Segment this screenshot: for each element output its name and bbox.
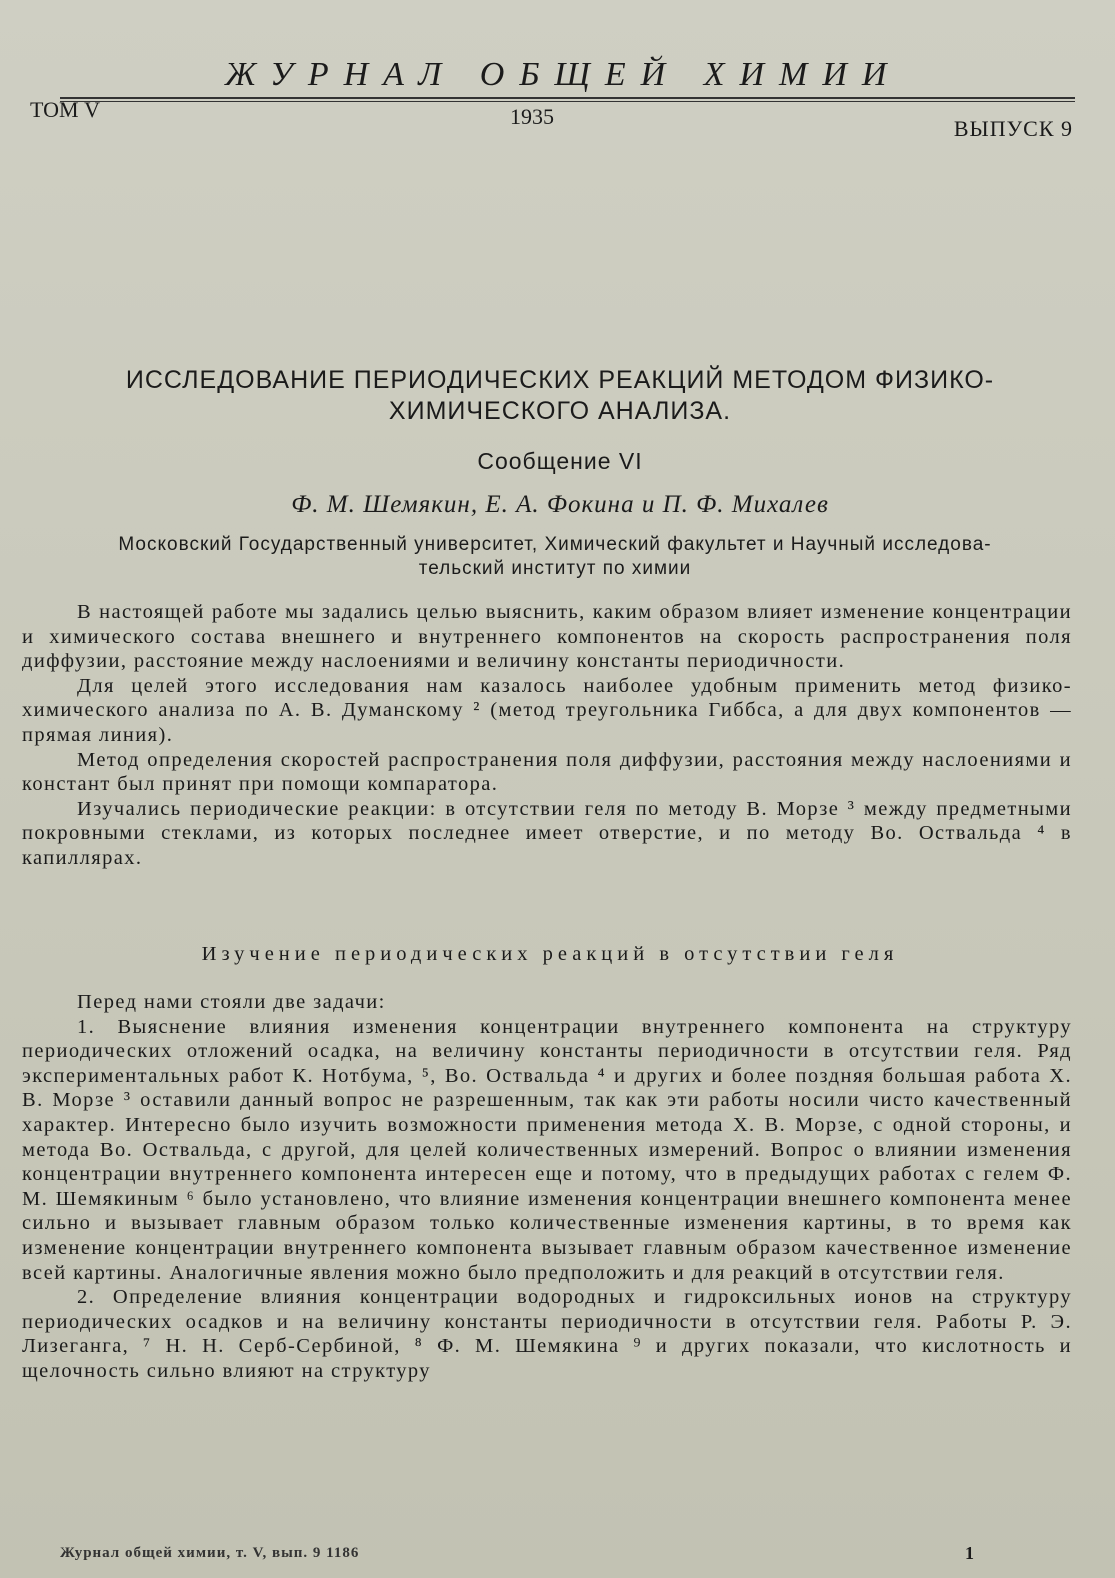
message-number: Сообщение VI	[477, 448, 643, 474]
article-title	[60, 365, 1060, 427]
journal-title: ЖУРНАЛ ОБЩЕЙ ХИМИИ	[225, 56, 902, 93]
affiliation-line-2: тельский институт по химии	[418, 558, 692, 579]
volume-label: ТОМ V	[30, 97, 100, 122]
title-line-2: ХИМИЧЕСКОГО АНАЛИЗА.	[388, 397, 732, 425]
affiliation	[20, 533, 1090, 581]
title-line-1: ИССЛЕДОВАНИЕ ПЕРИОДИЧЕСКИХ РЕАКЦИЙ МЕТОДОМ ФИЗИКО-	[125, 366, 995, 394]
header-rule-thin	[60, 101, 1075, 102]
paragraph: 2. Определение влияния концентрации водородных и гидроксильных ионов на структуру периодических осадков и на величину константы периодичности в отсутствии геля. Работы Р. Э. Лизеганга, ⁷ Н. Н. Серб-Сербиной, ⁸ Ф. М. Шемякина ⁹ и других показали, что кислотность и щелочность сильно влияют на структуру	[22, 1286, 1072, 1382]
paragraph: Для целей этого исследования нам казалось наиболее удобным применить метод физико-химического анализа по А. В. Думанскому ² (метод треугольника Гиббса, а для двух компонентов — прямая линия).	[22, 674, 1072, 746]
page-number: 1	[965, 1543, 974, 1563]
paragraph: Изучались периодические реакции: в отсутствии геля по методу В. Морзе ³ между предметными покровными стеклами, из которых последнее имеет отверстие, и по методу Во. Оствальда ⁴ в капиллярах.	[22, 797, 1072, 869]
paragraph: Метод определения скоростей распространения поля диффузии, расстояния между наслоениями и констант был принят при помощи компаратора.	[22, 748, 1072, 796]
footer-citation: Журнал общей химии, т. V, вып. 9 1186	[60, 1545, 360, 1561]
section-text	[22, 990, 1072, 1384]
paragraph: Перед нами стояли две задачи:	[77, 991, 386, 1013]
paragraph: В настоящей работе мы задались целью выяснить, каким образом влияет изменение концентрации и химического состава внешнего и внутреннего компонентов на скорость распространения поля диффузии, расстояние между наслоениями и величину константы периодичности.	[22, 601, 1072, 673]
year-label: 1935	[510, 104, 554, 129]
intro-text	[22, 600, 1072, 871]
issue-label: ВЫПУСК 9	[953, 116, 1073, 141]
affiliation-line-1: Московский Государственный университет, Химический факультет и Научный исследова-	[118, 534, 992, 555]
authors: Ф. М. Шемякин, Е. А. Фокина и П. Ф. Михалев	[291, 491, 829, 518]
header-rule	[60, 97, 1075, 99]
section-heading: Изучение периодических реакций в отсутствии геля	[201, 943, 899, 965]
paragraph: 1. Выяснение влияния изменения концентрации внутреннего компонента на структуру периодических отложений осадка, на величину константы периодичности в отсутствии геля. Ряд экспериментальных работ К. Нотбума, ⁵, Во. Оствальда ⁴ и других и более поздняя большая работа Х. В. Морзе ³ оставили данный вопрос не разрешенным, так как эти работы носили чисто качественный характер. Интересно было изучить возможности применения метода Х. В. Морзе, с одной стороны, и метода Во. Оствальда, с другой, для целей количественных измерений. Вопрос о влиянии изменения концентрации внутреннего компонента интересен еще и потому, что в предыдущих работах с гелем Ф. М. Шемякиным ⁶ было установлено, что влияние изменения концентрации внешнего компонента менее сильно и вызывает главным образом только количественные изменения картины, в то время как изменение концентрации внутреннего компонента вызывает главным образом качественное изменение всей картины. Аналогичные явления можно было предположить и для реакций в отсутствии геля.	[22, 1015, 1072, 1284]
